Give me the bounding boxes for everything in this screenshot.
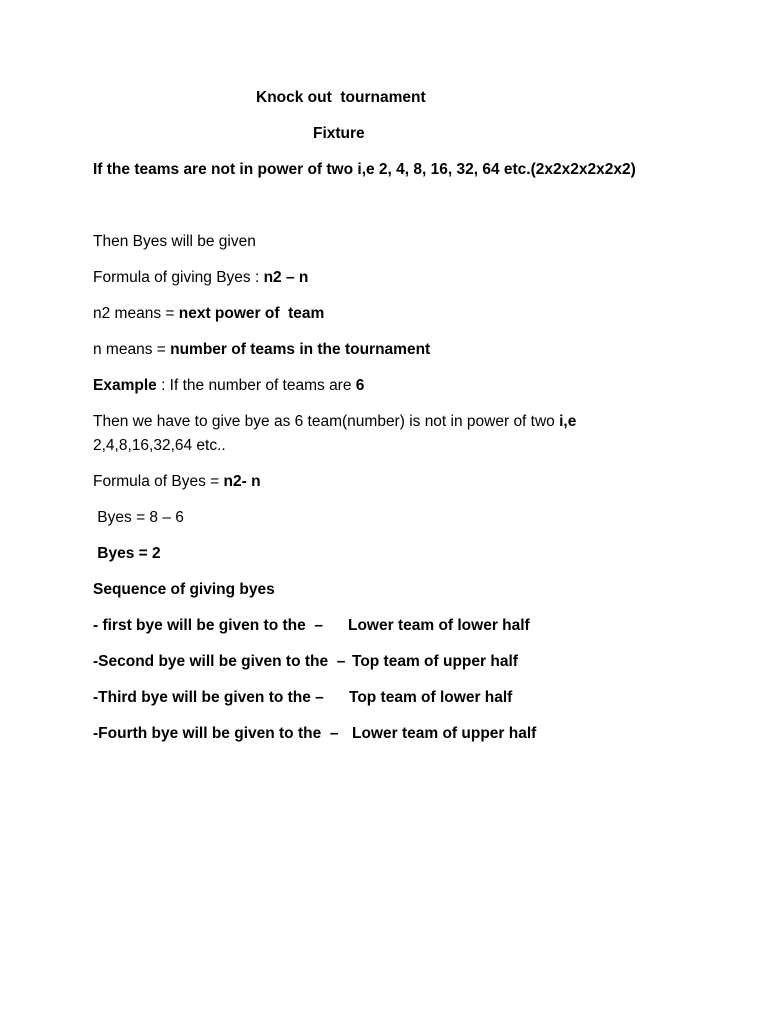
byes-result-line: Byes = 2 — [93, 545, 161, 562]
document-subtitle: Fixture — [313, 125, 365, 142]
sequence-item-target: Top team of lower half — [349, 689, 513, 706]
n-definition-line: n means = number of teams in the tournament — [93, 341, 431, 358]
sequence-item: -Third bye will be given to the – — [93, 689, 324, 706]
bye-reason-continuation: 2,4,8,16,32,64 etc.. — [93, 437, 226, 454]
formula-byes-line: Formula of Byes = n2- n — [93, 473, 261, 490]
example-line: Example : If the number of teams are 6 — [93, 377, 365, 394]
sequence-item: - first bye will be given to the – — [93, 617, 323, 634]
byes-calculation-line: Byes = 8 – 6 — [93, 509, 184, 526]
sequence-heading: Sequence of giving byes — [93, 581, 275, 598]
sequence-item-target: Lower team of upper half — [352, 725, 537, 742]
formula-line: Formula of giving Byes : n2 – n — [93, 269, 309, 286]
byes-given-line: Then Byes will be given — [93, 233, 256, 250]
sequence-item-target: Lower team of lower half — [348, 617, 530, 634]
sequence-item: -Fourth bye will be given to the – — [93, 725, 339, 742]
n2-definition-line: n2 means = next power of team — [93, 305, 325, 322]
sequence-item-target: Top team of upper half — [352, 653, 518, 670]
bye-reason-line: Then we have to give bye as 6 team(number) is not in power of two i,e — [93, 413, 577, 430]
document-title: Knock out tournament — [256, 89, 426, 106]
intro-paragraph: If the teams are not in power of two i,e 2, 4, 8, 16, 32, 64 etc.(2x2x2x2x2x2) — [93, 161, 636, 178]
sequence-item: -Second bye will be given to the – — [93, 653, 346, 670]
